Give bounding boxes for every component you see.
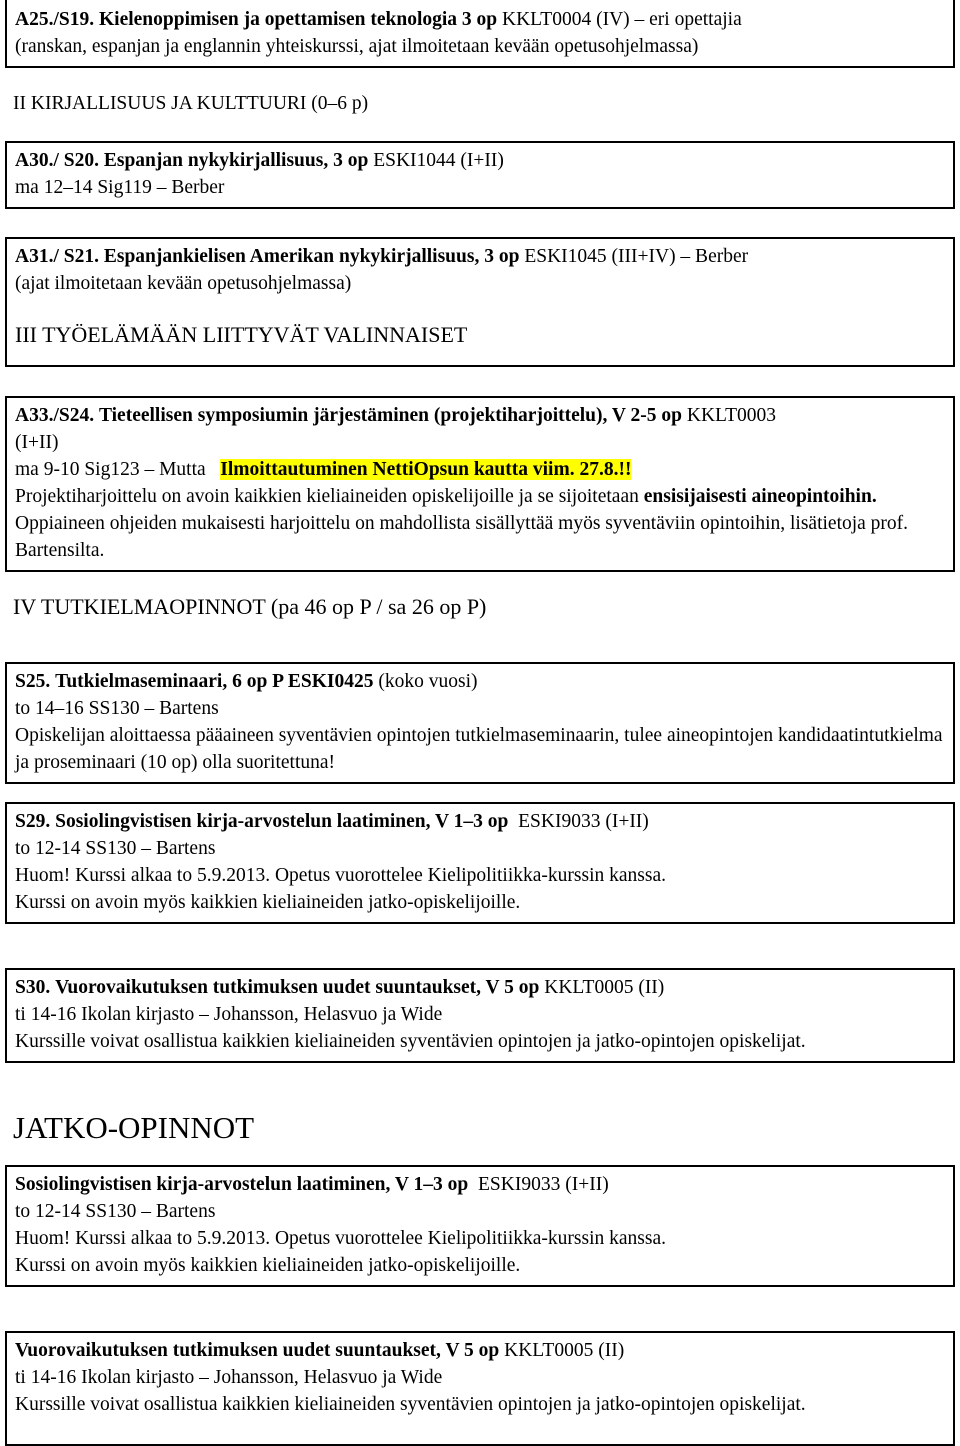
course-code-info: KKLT0004 (IV) – eri opettajia [502,9,742,30]
course-code-info: KKLT0005 (II) [504,1340,625,1361]
course-schedule: ma 9-10 Sig123 – Mutta [15,459,206,480]
course-heading [15,6,945,33]
course-heading [15,1171,945,1198]
course-description-bold: ensisijaisesti aineopintoihin. [643,486,877,507]
course-code: A33./S24. [15,405,95,426]
course-code-info: ESKI1044 (I+II) [373,150,504,171]
course-note-2: Kurssi on avoin myös kaikkien kieliaineiden jatko-opiskelijoille. [15,1255,521,1276]
course-heading [15,974,945,1001]
section-heading-5: JATKO-OPINNOT [13,1110,255,1145]
course-description: Kurssille voivat osallistua kaikkien kieliaineiden syventävien opintojen ja jatko-opintojen opiskelijat. [15,1031,806,1052]
course-title: Sosiolingvistisen kirja-arvostelun laatiminen, V 1–3 op [55,811,509,832]
course-box-a30 [5,141,955,209]
course-note-2: Kurssi on avoin myös kaikkien kieliaineiden jatko-opiskelijoille. [15,892,521,913]
course-description: Opiskelijan aloittaessa pääaineen syventävien opintojen tutkielmaseminaarin, tulee aineopintojen kandidaatintutkielma ja proseminaari (10 op) olla suoritettuna! [15,725,943,773]
course-code-info: ESKI9033 (I+II) [518,811,649,832]
course-heading [15,1337,945,1364]
course-title: Kielenoppimisen ja opettamisen teknologia 3 op [98,9,498,30]
course-title: Tutkielmaseminaari, 6 op P ESKI0425 [55,671,374,692]
course-schedule: ti 14-16 Ikolan kirjasto – Johansson, Helasvuo ja Wide [15,1004,443,1025]
course-heading [15,147,945,174]
course-code-info: (koko vuosi) [378,671,478,692]
course-schedule: ma 12–14 Sig119 – Berber [15,177,225,198]
course-title: Espanjankielisen Amerikan nykykirjallisuus, 3 op [103,246,520,267]
course-schedule-line [15,456,945,483]
course-title: Vuorovaikutuksen tutkimuksen uudet suuntaukset, V 5 op [55,977,540,998]
course-schedule: to 12-14 SS130 – Bartens [15,1201,216,1222]
course-code: S30. [15,977,51,998]
course-schedule: ti 14-16 Ikolan kirjasto – Johansson, Helasvuo ja Wide [15,1367,443,1388]
course-note: (ranskan, espanjan ja englannin yhteiskurssi, ajat ilmoitetaan kevään opetusohjelmassa) [15,36,699,57]
course-code: A30./ S20. [15,150,99,171]
course-box-jatko-1 [5,1165,955,1287]
section-heading-2: II KIRJALLISUUS JA KULTTUURI (0–6 p) [13,93,369,114]
course-code-info: ESKI1045 (III+IV) – Berber [524,246,749,267]
course-heading [15,402,945,429]
course-code-info: ESKI9033 (I+II) [478,1174,609,1195]
course-description: Kurssille voivat osallistua kaikkien kieliaineiden syventävien opintojen ja jatko-opintojen opiskelijat. [15,1394,806,1415]
course-box-s29 [5,802,955,924]
course-heading [15,243,945,270]
course-box-jatko-2 [5,1331,955,1446]
registration-highlight: Ilmoittautuminen NettiOpsun kautta viim. 27.8.!! [220,459,632,480]
course-schedule: to 14–16 SS130 – Bartens [15,698,219,719]
course-heading [15,668,945,695]
course-box-s25 [5,662,955,784]
course-note: (ajat ilmoitetaan kevään opetusohjelmassa) [15,273,352,294]
course-note: Huom! Kurssi alkaa to 5.9.2013. Opetus vuorottelee Kielipolitiikka-kurssin kanssa. [15,1228,666,1249]
course-periods: (I+II) [15,432,59,453]
course-title: Espanjan nykykirjallisuus, 3 op [103,150,369,171]
course-box-a31 [5,237,955,367]
course-code-info: KKLT0003 [686,405,777,426]
course-box-a33 [5,396,955,572]
section-heading-3: III TYÖELÄMÄÄN LIITTYVÄT VALINNAISET [15,322,468,347]
course-note: Huom! Kurssi alkaa to 5.9.2013. Opetus vuorottelee Kielipolitiikka-kurssin kanssa. [15,865,666,886]
course-code: S25. [15,671,51,692]
course-code: A25./S19. [15,9,95,30]
course-code-info: KKLT0005 (II) [544,977,665,998]
course-box-s30 [5,968,955,1063]
section-heading-4: IV TUTKIELMAOPINNOT (pa 46 op P / sa 26 op P) [13,594,487,619]
course-title: Tieteellisen symposiumin järjestäminen (projektiharjoittelu), V 2-5 op [98,405,682,426]
course-box-a25 [5,0,955,68]
course-description: Projektiharjoittelu on avoin kaikkien kieliaineiden opiskelijoille ja se sijoitetaan ensisijaisesti aineopintoihin. Oppiaineen ohjeiden mukaisesti harjoittelu on mahdollista sisällyttää myös syventäviin opintoihin, lisätietoja prof. Bartensilta. [15,486,909,561]
course-code: S29. [15,811,51,832]
course-schedule: to 12-14 SS130 – Bartens [15,838,216,859]
course-title: Vuorovaikutuksen tutkimuksen uudet suuntaukset, V 5 op [15,1340,500,1361]
course-title: Sosiolingvistisen kirja-arvostelun laatiminen, V 1–3 op [15,1174,469,1195]
course-heading [15,808,945,835]
course-code: A31./ S21. [15,246,99,267]
